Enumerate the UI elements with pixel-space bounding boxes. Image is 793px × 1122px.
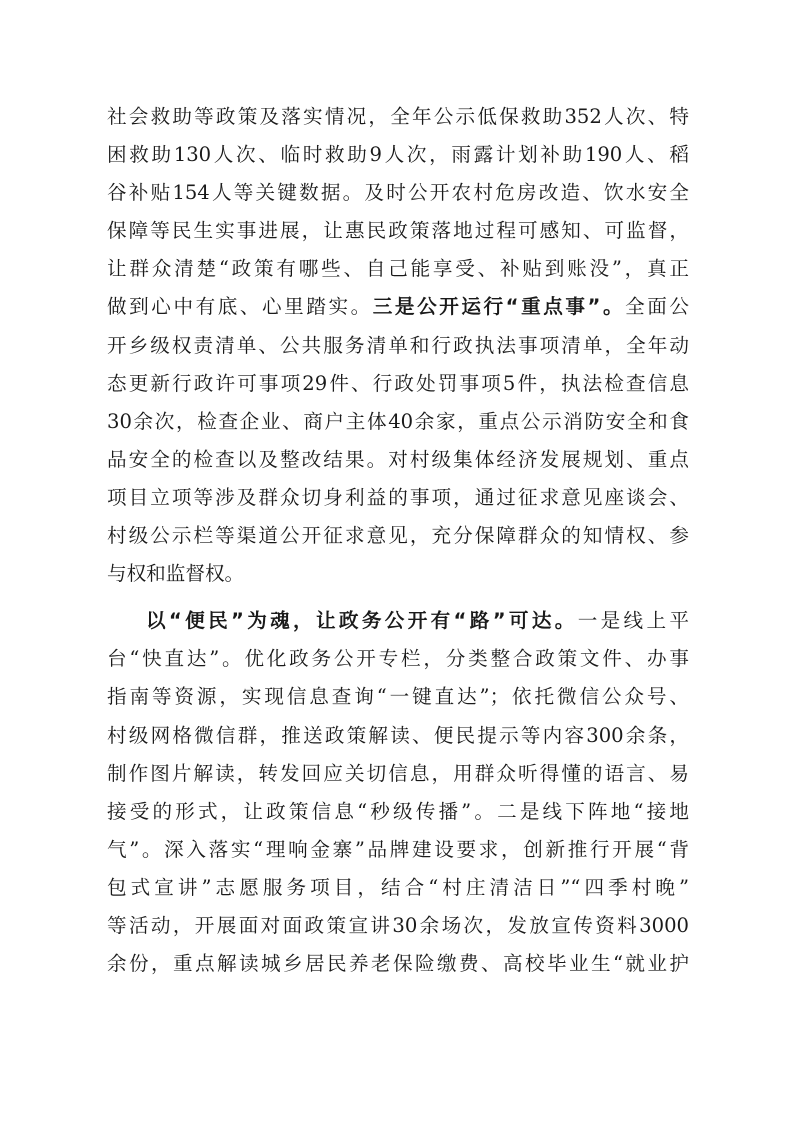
text-line: 项目立项等涉及群众切身利益的事项，通过征求意见座谈会、 — [107, 485, 689, 509]
text-run: 做到心中有底、心里踏实。 — [107, 295, 373, 319]
text-run: 接受的形式，让政策信息“秒级传播”。 — [107, 799, 498, 823]
document-body — [107, 98, 689, 983]
paragraph-1 — [107, 98, 689, 593]
text-line: 包式宣讲”志愿服务项目，结合“村庄清洁日”“四季村晚” — [107, 875, 689, 899]
text-run: 二是线下阵地“接地 — [497, 799, 689, 823]
text-run: 一是线上平 — [577, 609, 690, 633]
text-line: 谷补贴154人等关键数据。及时公开农村危房改造、饮水安全 — [107, 181, 689, 205]
text-line: 制作图片解读，转发回应关切信息，用群众听得懂的语言、易 — [107, 761, 689, 785]
paragraph-2 — [107, 602, 689, 983]
text-line: 村级网格微信群，推送政策解读、便民提示等内容300余条， — [107, 723, 689, 747]
text-line: 保障等民生实事进展，让惠民政策落地过程可感知、可监督， — [107, 219, 689, 243]
paragraph-gap — [107, 593, 689, 602]
text-line-mixed — [107, 793, 689, 831]
text-line: 等活动，开展面对面政策宣讲30余场次，发放宣传资料3000 — [107, 913, 689, 937]
bold-subheading: 三是公开运行“重点事”。 — [372, 295, 626, 319]
text-line: 指南等资源，实现信息查询“一键直达”；依托微信公众号、 — [107, 685, 689, 709]
text-line: 气”。深入落实“理响金寨”品牌建设要求，创新推行开展“背 — [107, 837, 689, 861]
text-run: 全面公 — [625, 295, 690, 319]
paragraph-heading: 以“便民”为魂，让政务公开有“路”可达。 — [146, 609, 578, 633]
text-line: 困救助130人次、临时救助9人次，雨露计划补助190人、稻 — [107, 143, 689, 167]
text-line-mixed — [107, 602, 689, 640]
text-line: 与权和监督权。 — [107, 562, 245, 586]
text-line: 态更新行政许可事项29件、行政处罚事项5件，执法检查信息 — [107, 371, 689, 395]
text-line: 品安全的检查以及整改结果。对村级集体经济发展规划、重点 — [107, 447, 689, 471]
text-line-mixed — [107, 288, 689, 326]
text-line: 台“快直达”。优化政务公开专栏，分类整合政策文件、办事 — [107, 647, 689, 671]
text-line: 让群众清楚“政策有哪些、自己能享受、补贴到账没”，真正 — [107, 257, 689, 281]
text-line: 余份，重点解读城乡居民养老保险缴费、高校毕业生“就业护 — [107, 952, 689, 976]
text-line: 开乡级权责清单、公共服务清单和行政执法事项清单，全年动 — [107, 333, 689, 357]
text-line: 社会救助等政策及落实情况，全年公示低保救助352人次、特 — [107, 105, 689, 128]
text-line: 村级公示栏等渠道公开征求意见，充分保障群众的知情权、参 — [107, 524, 689, 548]
text-line: 30余次，检查企业、商户主体40余家，重点公示消防安全和食 — [107, 409, 689, 433]
